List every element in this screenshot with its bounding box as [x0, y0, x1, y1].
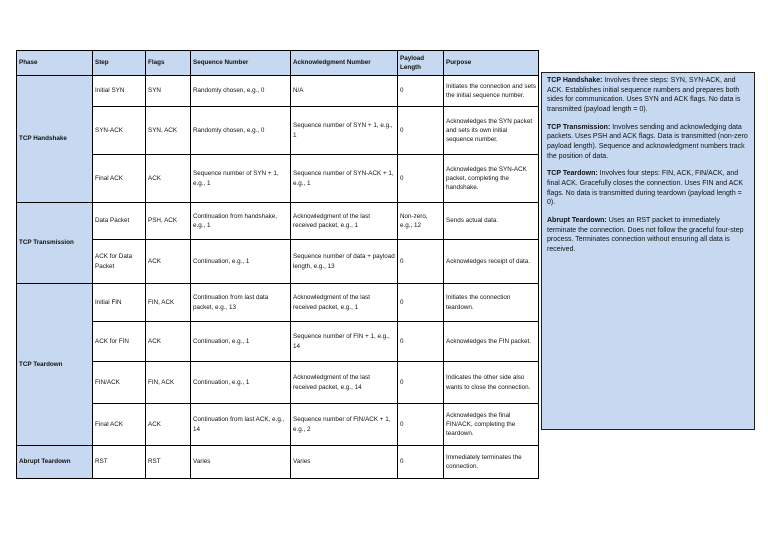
seq-cell: Continuation from last data packet, e.g., 13 — [191, 284, 291, 322]
header-sequence-number: Sequence Number — [191, 51, 291, 76]
ack-cell: Acknowledgment of the last received packet, e.g., 1 — [291, 284, 398, 322]
ack-cell: Acknowledgment of the last received packet, e.g., 14 — [291, 362, 398, 404]
table-row — [17, 203, 539, 240]
seq-cell: Varies — [191, 446, 291, 479]
ack-cell: Sequence number of FIN/ACK + 1, e.g., 2 — [291, 404, 398, 446]
table-row — [17, 362, 539, 404]
table-row — [17, 446, 539, 479]
header-phase: Phase — [17, 51, 93, 76]
summary-note-box — [541, 72, 755, 430]
payload-cell: 0 — [398, 362, 444, 404]
payload-cell: 0 — [398, 446, 444, 479]
table-row — [17, 155, 539, 203]
seq-cell: Continuation from handshake, e.g., 1 — [191, 203, 291, 240]
table-header-row — [17, 51, 539, 76]
note-title: TCP Handshake: — [547, 77, 603, 84]
payload-cell: 0 — [398, 76, 444, 107]
flags-cell: ACK — [146, 322, 191, 362]
note-paragraph — [547, 216, 749, 255]
flags-cell: ACK — [146, 404, 191, 446]
header-payload-length: Payload Length — [398, 51, 444, 76]
note-title: TCP Transmission: — [547, 123, 611, 131]
step-cell: Final ACK — [93, 155, 146, 203]
seq-cell: Continuation, e.g., 1 — [191, 322, 291, 362]
payload-cell: 0 — [398, 107, 444, 155]
step-cell: ACK for Data Packet — [93, 240, 146, 284]
flags-cell: FIN, ACK — [146, 284, 191, 322]
flags-cell: FIN, ACK — [146, 362, 191, 404]
header-flags: Flags — [146, 51, 191, 76]
note-text: Involves sending and acknowledging data packets. Uses PSH and ACK flags. Data is transmitted (non-zero payload length). Sequence and acknowledgment numbers track the position of data. — [547, 123, 748, 160]
step-cell: Initial SYN — [93, 76, 146, 107]
tcp-phases-table — [16, 50, 539, 479]
flags-cell: PSH, ACK — [146, 203, 191, 240]
seq-cell: Continuation from last ACK, e.g., 14 — [191, 404, 291, 446]
phase-cell: Abrupt Teardown — [17, 446, 93, 479]
ack-cell: Sequence number of FIN + 1, e.g., 14 — [291, 322, 398, 362]
purpose-cell: Sends actual data. — [444, 203, 539, 240]
seq-cell: Continuation, e.g., 1 — [191, 240, 291, 284]
purpose-cell: Acknowledges receipt of data. — [444, 240, 539, 284]
flags-cell: SYN — [146, 76, 191, 107]
purpose-cell: Acknowledges the FIN packet. — [444, 322, 539, 362]
table-row — [17, 284, 539, 322]
ack-cell: Sequence number of data + payload length, e.g., 13 — [291, 240, 398, 284]
payload-cell: 0 — [398, 240, 444, 284]
phase-cell: TCP Handshake — [17, 76, 93, 203]
step-cell: SYN-ACK — [93, 107, 146, 155]
purpose-cell: Acknowledges the final FIN/ACK, completing the teardown. — [444, 404, 539, 446]
payload-cell: 0 — [398, 284, 444, 322]
payload-cell: 0 — [398, 322, 444, 362]
note-paragraph — [547, 123, 749, 162]
purpose-cell: Initiates the connection and sets the initial sequence number. — [444, 76, 539, 107]
ack-cell: Varies — [291, 446, 398, 479]
header-acknowledgment-number: Acknowledgment Number — [291, 51, 398, 76]
note-title: Abrupt Teardown: — [547, 216, 607, 224]
table-row — [17, 107, 539, 155]
header-purpose: Purpose — [444, 51, 539, 76]
note-text: Involves four steps: FIN, ACK, FIN/ACK, and final ACK. Gracefully closes the connection. Uses FIN and ACK flags. No data is transmitted during teardown (payload length = 0). — [547, 170, 744, 207]
note-title: TCP Teardown: — [547, 170, 598, 178]
flags-cell: RST — [146, 446, 191, 479]
table-row — [17, 322, 539, 362]
flags-cell: ACK — [146, 240, 191, 284]
flags-cell: ACK — [146, 155, 191, 203]
purpose-cell: Immediately terminates the connection. — [444, 446, 539, 479]
header-step: Step — [93, 51, 146, 76]
ack-cell: Sequence number of SYN + 1, e.g., 1 — [291, 107, 398, 155]
ack-cell: Acknowledgment of the last received packet, e.g., 1 — [291, 203, 398, 240]
purpose-cell: Indicates the other side also wants to close the connection. — [444, 362, 539, 404]
table-row — [17, 76, 539, 107]
payload-cell: Non-zero, e.g., 12 — [398, 203, 444, 240]
phase-cell: TCP Transmission — [17, 203, 93, 284]
table-row — [17, 240, 539, 284]
ack-cell: Sequence number of SYN-ACK + 1, e.g., 1 — [291, 155, 398, 203]
step-cell: Final ACK — [93, 404, 146, 446]
step-cell: Initial FIN — [93, 284, 146, 322]
step-cell: RST — [93, 446, 146, 479]
seq-cell: Continuation, e.g., 1 — [191, 362, 291, 404]
payload-cell: 0 — [398, 155, 444, 203]
note-paragraph — [547, 169, 749, 208]
phase-cell: TCP Teardown — [17, 284, 93, 446]
purpose-cell: Initiates the connection teardown. — [444, 284, 539, 322]
flags-cell: SYN, ACK — [146, 107, 191, 155]
purpose-cell: Acknowledges the SYN packet and sets its own initial sequence number. — [444, 107, 539, 155]
seq-cell: Randomly chosen, e.g., 0 — [191, 107, 291, 155]
step-cell: Data Packet — [93, 203, 146, 240]
seq-cell: Sequence number of SYN + 1, e.g., 1 — [191, 155, 291, 203]
purpose-cell: Acknowledges the SYN-ACK packet, completing the handshake. — [444, 155, 539, 203]
payload-cell: 0 — [398, 404, 444, 446]
note-text: Involves three steps: SYN, SYN-ACK, and ACK. Establishes initial sequence numbers and prepares both sides for communication. Uses SYN and ACK flags. No data is transmitted (payload length = 0). — [547, 77, 741, 113]
seq-cell: Randomly chosen, e.g., 0 — [191, 76, 291, 107]
ack-cell: N/A — [291, 76, 398, 107]
step-cell: FIN/ACK — [93, 362, 146, 404]
note-paragraph — [547, 76, 749, 115]
table-row — [17, 404, 539, 446]
note-text: Uses an RST packet to immediately terminate the connection. Does not follow the graceful four-step process. Terminates connection without ensuring all data is received. — [547, 216, 744, 253]
step-cell: ACK for FIN — [93, 322, 146, 362]
